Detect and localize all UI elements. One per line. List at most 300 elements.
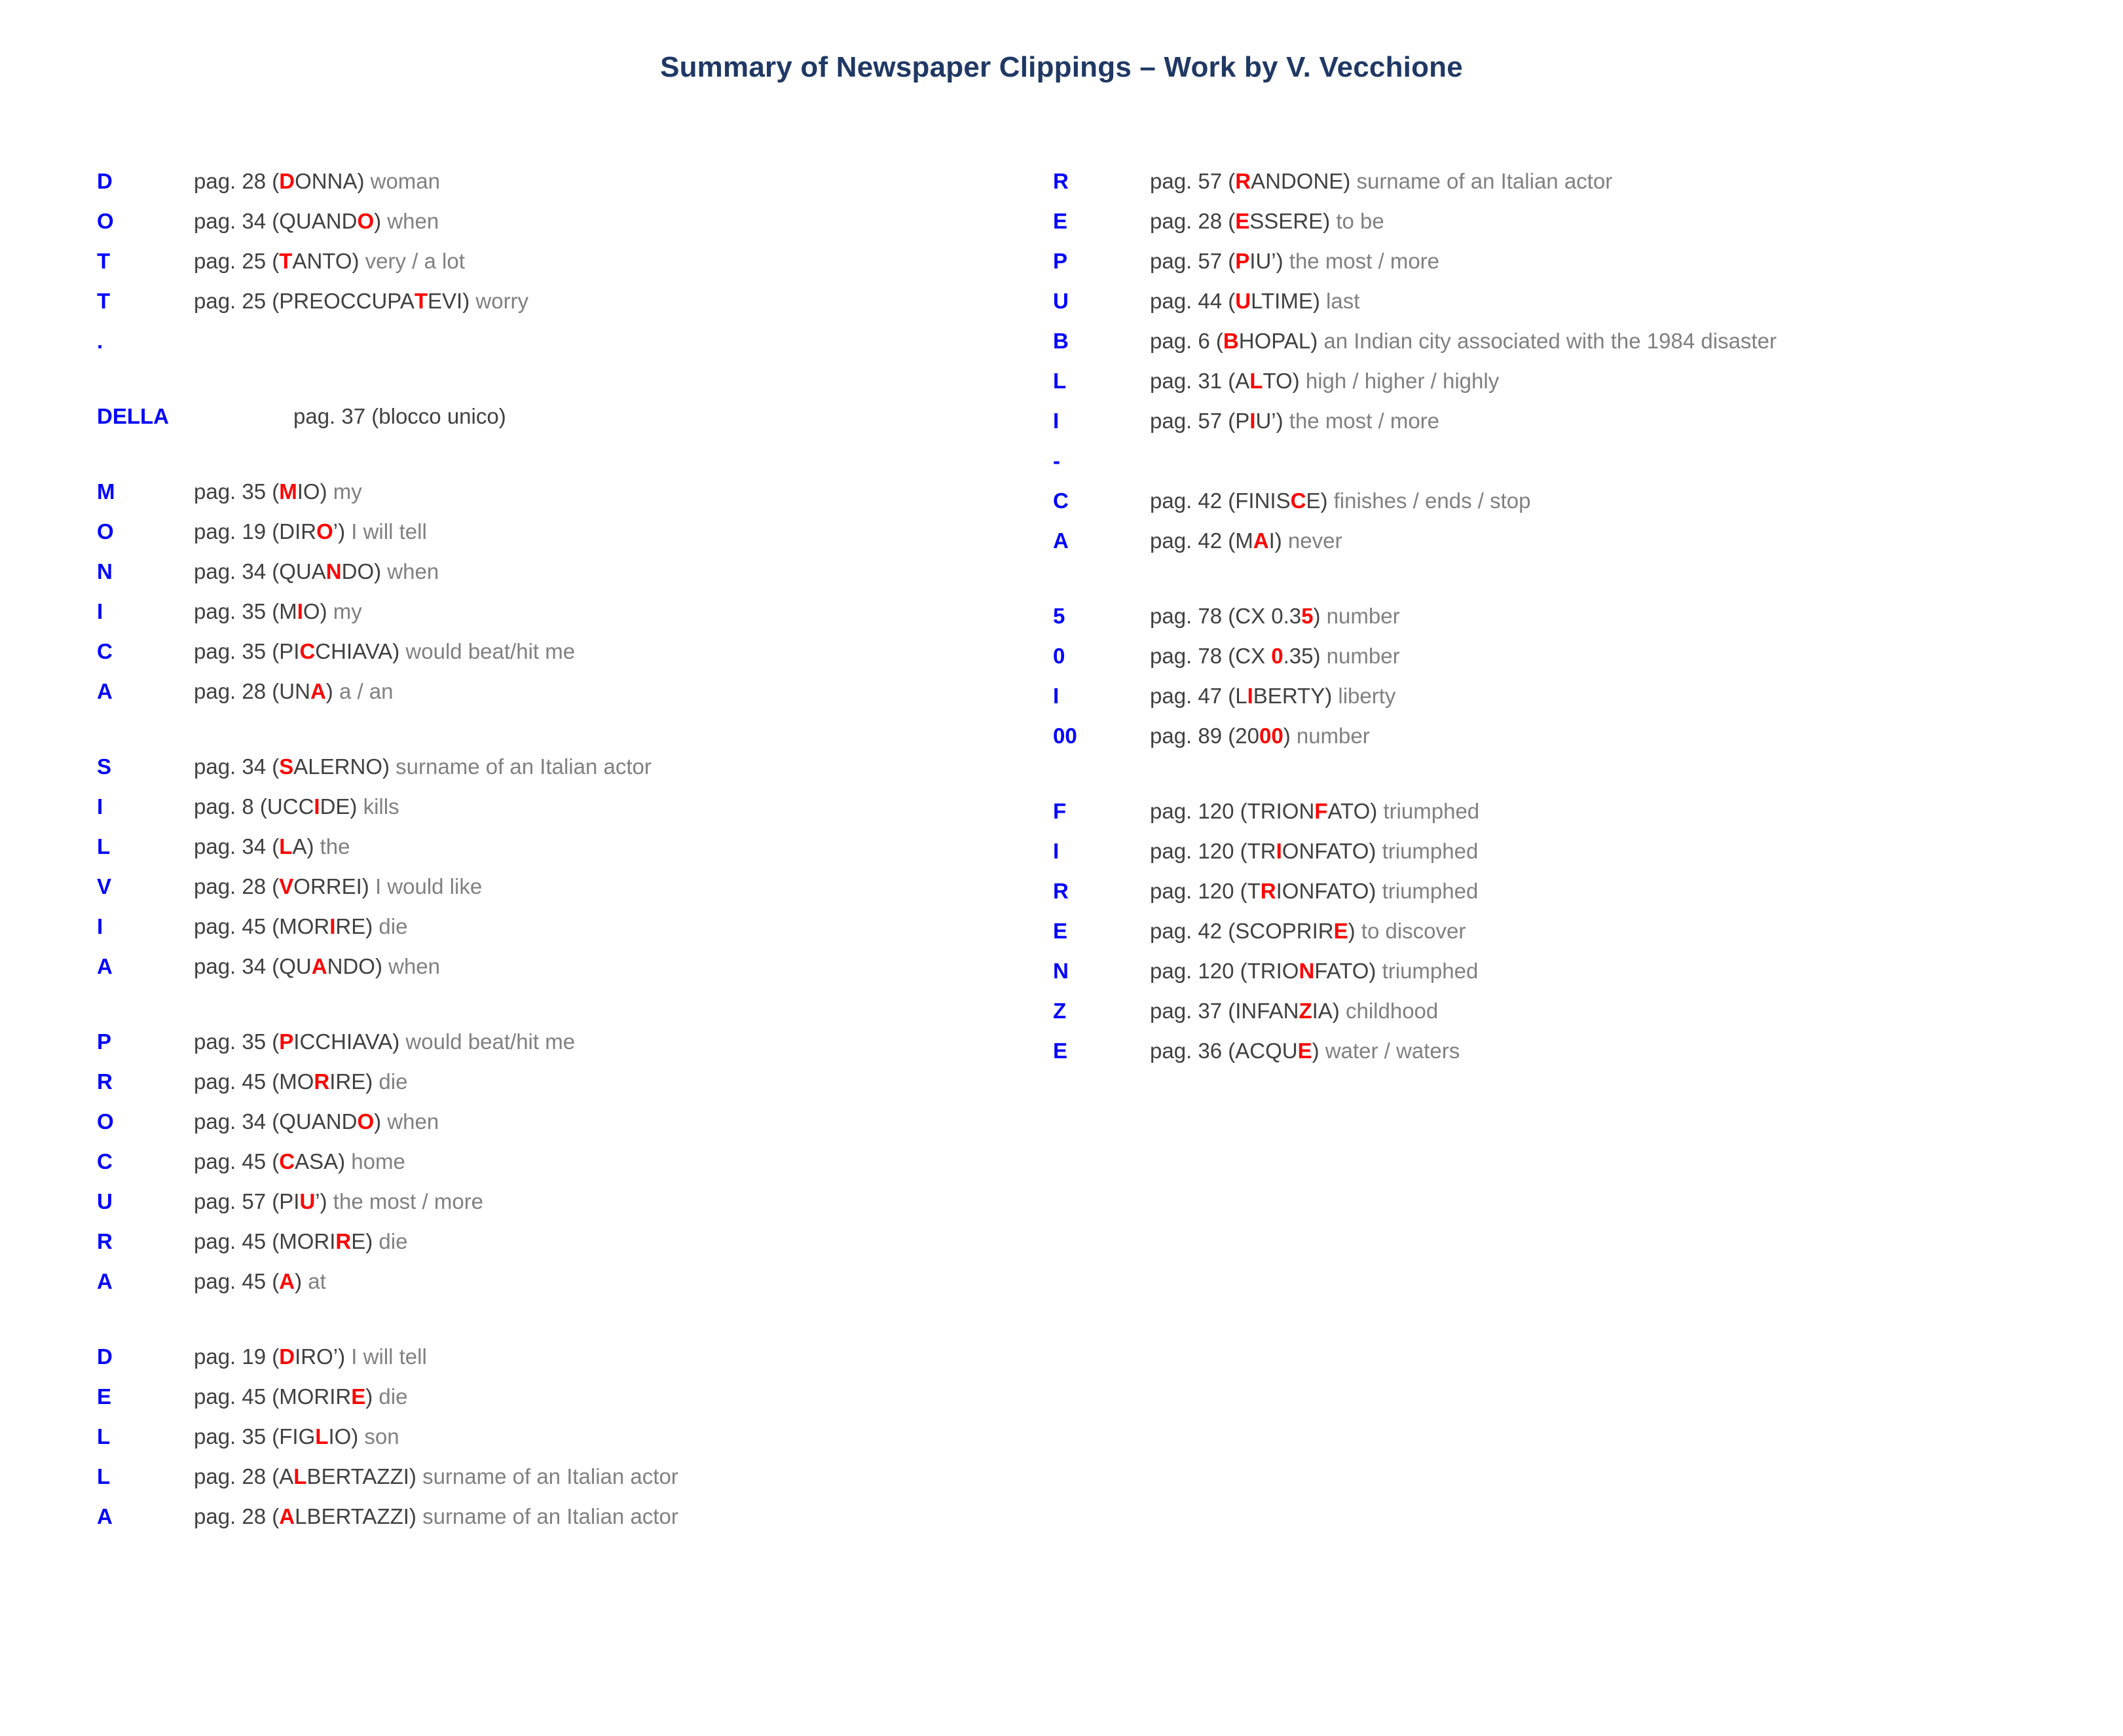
entry-text — [194, 1022, 575, 1062]
entry-letter: C — [1053, 489, 1069, 513]
entry-highlight-letter: C — [299, 639, 316, 663]
entry-reference-tail: EVI) — [428, 289, 470, 313]
entry-letter: T — [97, 249, 111, 273]
entry-gloss: would beat/hit me — [399, 1029, 576, 1054]
entry-letter: Z — [1053, 999, 1067, 1023]
entry-reference: pag. 44 ( — [1150, 289, 1236, 313]
entry-text — [194, 1181, 483, 1221]
entry-text — [194, 471, 362, 511]
entry-highlight-letter: I — [329, 914, 336, 938]
entry-highlight-letter: E — [351, 1384, 366, 1409]
entry-text — [194, 1141, 405, 1181]
entry-row — [1053, 201, 2081, 241]
entry-reference-tail: IONFATO) — [1276, 879, 1376, 903]
entry-row — [1053, 161, 2081, 201]
entry-row — [97, 1022, 1033, 1062]
entry-reference-tail: IO) — [297, 479, 327, 504]
entry-text — [194, 1101, 439, 1141]
entry-text — [194, 551, 439, 591]
entry-highlight-letter: N — [325, 559, 342, 583]
page-title: Summary of Newspaper Clippings – Work by V. Vecchione — [660, 51, 1463, 83]
entry-reference: pag. 35 (M — [194, 599, 297, 623]
entry-reference: pag. 34 ( — [194, 754, 280, 779]
entry-highlight-letter: P — [1235, 249, 1250, 273]
entry-row — [1053, 481, 2081, 521]
entry-row — [1053, 441, 2081, 481]
entry-highlight-letter: V — [279, 874, 294, 898]
entry-letter: C — [97, 1149, 113, 1173]
entry-row — [97, 1456, 1033, 1496]
entry-highlight-letter: I — [1247, 684, 1253, 708]
entry-reference-tail: I) — [1268, 528, 1282, 553]
entry-text — [1150, 481, 1530, 521]
entry-group — [1053, 161, 2081, 561]
entry-highlight-letter: A — [311, 954, 327, 978]
entry-gloss: die — [373, 1229, 408, 1253]
entry-reference: pag. 78 (CX 0.3 — [1150, 604, 1302, 628]
entry-highlight-letter: A — [279, 1504, 295, 1528]
entry-row — [1053, 951, 2081, 991]
entry-letter: - — [1053, 449, 1060, 473]
entry-letter: DELLA — [97, 404, 169, 428]
entry-text — [194, 826, 350, 866]
entry-letter: M — [97, 479, 115, 504]
entry-reference: pag. 25 (PREOCCUPA — [194, 289, 415, 313]
entry-row — [97, 826, 1033, 866]
entry-gloss: the — [314, 834, 350, 859]
entry-reference-tail: IRO’) — [295, 1344, 346, 1369]
entry-gloss: kills — [357, 794, 399, 819]
entry-row — [97, 631, 1033, 671]
entry-reference-tail: ) — [1312, 1039, 1320, 1063]
entry-highlight-letter: T — [414, 289, 428, 313]
entry-row — [97, 786, 1033, 826]
entry-reference-tail: ONFATO) — [1282, 839, 1376, 863]
entry-highlight-letter: I — [1276, 839, 1282, 863]
entry-reference: pag. 19 (DIR — [194, 519, 317, 544]
entry-highlight-letter: D — [279, 1344, 295, 1369]
entry-gloss: number — [1320, 604, 1400, 628]
entry-letter: N — [97, 559, 113, 583]
entry-group — [97, 747, 1033, 986]
entry-reference: pag. 34 ( — [194, 834, 280, 859]
entry-reference-tail: ) — [1348, 919, 1356, 943]
entry-reference: pag. 47 (L — [1150, 684, 1247, 708]
entry-reference: pag. 42 (FINIS — [1150, 489, 1291, 513]
entry-gloss: surname of an Italian actor — [389, 754, 652, 779]
entry-gloss: high / higher / highly — [1299, 369, 1500, 393]
entry-row — [97, 511, 1033, 551]
entry-reference-tail: HOPAL) — [1238, 329, 1318, 353]
entry-row — [1053, 596, 2081, 636]
entry-highlight-letter: E — [1297, 1039, 1312, 1063]
entry-reference-tail: ORREI) — [293, 874, 369, 898]
entry-reference: pag. 37 (INFAN — [1150, 999, 1299, 1023]
entry-row — [97, 201, 1033, 241]
entry-letter: C — [97, 639, 113, 663]
entry-gloss: would beat/hit me — [399, 639, 576, 663]
entry-letter: L — [1053, 369, 1067, 393]
entry-highlight-letter: L — [279, 834, 293, 859]
entry-text — [194, 1062, 407, 1101]
entry-reference: pag. 45 (MOR — [194, 914, 330, 938]
entry-gloss: when — [382, 954, 440, 978]
entry-reference: pag. 8 (UCC — [194, 794, 314, 819]
entry-text — [1150, 871, 1478, 911]
entry-gloss: woman — [364, 169, 441, 193]
entry-reference-tail: LBERTAZZI) — [295, 1504, 416, 1528]
right-column — [1033, 161, 2081, 1071]
entry-group — [97, 161, 1033, 361]
entry-letter: P — [97, 1029, 112, 1054]
entry-highlight-letter: Z — [1299, 999, 1312, 1023]
entry-reference-tail: ONNA) — [295, 169, 365, 193]
entry-reference-tail: BERTAZZI) — [306, 1464, 416, 1488]
entry-reference-tail: ASA) — [295, 1149, 346, 1173]
entry-text — [194, 631, 575, 671]
entry-reference: pag. 120 (TR — [1150, 839, 1276, 863]
entry-letter: R — [97, 1229, 113, 1253]
entry-reference: pag. 35 (PI — [194, 639, 300, 663]
entry-highlight-letter: O — [357, 1109, 375, 1134]
entry-row — [1053, 911, 2081, 951]
entry-letter: I — [97, 914, 103, 938]
entry-letter: S — [97, 754, 112, 779]
entry-row — [97, 747, 1033, 786]
entry-highlight-letter: E — [1235, 209, 1250, 233]
entry-reference-tail: IO) — [328, 1424, 359, 1449]
entry-letter: A — [97, 1504, 113, 1528]
entry-highlight-letter: T — [279, 249, 293, 273]
entry-row — [97, 161, 1033, 201]
entry-gloss: when — [381, 559, 439, 583]
entry-gloss: I will tell — [345, 519, 427, 544]
entry-gloss: a / an — [333, 679, 394, 703]
entry-text — [1150, 161, 1612, 201]
entry-highlight-letter: L — [315, 1424, 329, 1449]
entry-reference: pag. 89 (20 — [1150, 724, 1259, 748]
entry-text — [194, 906, 407, 946]
entry-text — [194, 1337, 427, 1376]
entry-row — [97, 1261, 1033, 1301]
entry-reference-tail: NDO) — [327, 954, 382, 978]
entry-gloss: childhood — [1339, 999, 1439, 1023]
entry-row — [97, 471, 1033, 511]
entry-gloss: to be — [1330, 209, 1384, 233]
entry-text — [194, 946, 440, 986]
entry-letter: V — [97, 874, 112, 898]
entry-row — [97, 1221, 1033, 1261]
entry-gloss: never — [1282, 528, 1342, 553]
entry-letter: R — [1053, 879, 1069, 903]
entry-letter: I — [1053, 409, 1060, 433]
entry-letter: A — [97, 1269, 113, 1293]
entry-text — [293, 396, 506, 436]
entry-row — [97, 906, 1033, 946]
entry-reference: pag. 28 ( — [1150, 209, 1236, 233]
entry-reference: pag. 57 ( — [1150, 249, 1236, 273]
entry-row — [1053, 636, 2081, 676]
entry-letter: 5 — [1053, 604, 1065, 628]
entry-reference-tail: ICCHIAVA) — [293, 1029, 400, 1054]
entry-row — [97, 241, 1033, 281]
entry-reference-tail: ) — [1313, 604, 1321, 628]
entry-letter: O — [97, 519, 114, 544]
entry-letter: D — [97, 169, 113, 193]
entry-text — [194, 201, 439, 241]
entry-row — [1053, 831, 2081, 871]
entry-letter: A — [97, 954, 113, 978]
entry-text — [194, 671, 394, 711]
entry-reference: pag. 45 ( — [194, 1269, 280, 1293]
entry-gloss: water / waters — [1319, 1039, 1460, 1063]
entry-highlight-letter: U — [299, 1189, 316, 1213]
entry-row — [1053, 871, 2081, 911]
entry-reference: pag. 120 (TRION — [1150, 799, 1315, 823]
entry-letter: E — [97, 1384, 112, 1409]
entry-row — [97, 591, 1033, 631]
entry-reference-tail: E) — [1306, 489, 1328, 513]
entry-text — [1150, 991, 1438, 1031]
entry-text — [194, 1416, 399, 1456]
entry-reference-tail: ) — [374, 209, 388, 233]
entry-text — [1150, 791, 1479, 831]
entry-highlight-letter: I — [1249, 409, 1256, 433]
entry-letter: R — [97, 1069, 113, 1094]
entry-gloss: I would like — [369, 874, 483, 898]
entry-reference-tail: IRE) — [329, 1069, 373, 1094]
entry-highlight-letter: M — [279, 479, 297, 504]
entry-reference-tail: ANDONE) — [1251, 169, 1351, 193]
entry-letter: A — [1053, 528, 1069, 553]
entry-letter: L — [97, 1424, 111, 1449]
entry-letter: D — [97, 1344, 113, 1369]
entry-reference: pag. 42 (SCOPRIR — [1150, 919, 1334, 943]
entry-group — [97, 1337, 1033, 1536]
entry-text — [1150, 1031, 1460, 1071]
entry-gloss: an Indian city associated with the 1984 disaster — [1318, 329, 1777, 353]
entry-gloss: liberty — [1332, 684, 1396, 708]
entry-reference-tail: DO) — [341, 559, 382, 583]
entry-row — [97, 1337, 1033, 1376]
entry-reference-tail: SSERE) — [1249, 209, 1331, 233]
entry-gloss: the most / more — [1283, 249, 1440, 273]
entry-reference-tail: E) — [351, 1229, 373, 1253]
entry-reference: pag. 78 (CX — [1150, 644, 1272, 668]
entry-highlight-letter: D — [279, 169, 295, 193]
entry-row — [97, 1416, 1033, 1456]
entry-row — [97, 551, 1033, 591]
entry-gloss: triumphed — [1377, 799, 1480, 823]
entry-gloss: the most / more — [1283, 409, 1440, 433]
entry-row — [97, 396, 1033, 436]
entry-text — [1150, 201, 1384, 241]
entry-gloss: number — [1290, 724, 1370, 748]
entry-group — [1053, 791, 2081, 1071]
entry-gloss: last — [1320, 289, 1360, 313]
entry-text — [1150, 676, 1395, 716]
entry-highlight-letter: C — [279, 1149, 295, 1173]
entry-highlight-letter: S — [279, 754, 294, 779]
entry-gloss: at — [302, 1269, 326, 1293]
entry-letter: U — [97, 1189, 113, 1213]
entry-text — [1150, 831, 1478, 871]
entry-gloss: worry — [470, 289, 529, 313]
entry-gloss: surname of an Italian actor — [416, 1464, 678, 1488]
entry-highlight-letter: 0 — [1271, 644, 1283, 668]
entry-reference-tail: ) — [325, 679, 333, 703]
entry-reference: pag. 28 ( — [194, 874, 280, 898]
entry-reference: pag. 35 (FIG — [194, 1424, 316, 1449]
entry-reference-tail: ) — [374, 1109, 382, 1134]
entry-highlight-letter: A — [1253, 528, 1269, 553]
entry-text — [1150, 321, 1777, 361]
entry-reference-tail: BERTY) — [1253, 684, 1333, 708]
entry-reference: pag. 28 ( — [194, 169, 280, 193]
entry-row — [1053, 1031, 2081, 1071]
entry-letter: E — [1053, 919, 1068, 943]
entry-reference: pag. 25 ( — [194, 249, 280, 273]
entry-gloss: my — [327, 479, 362, 504]
entry-reference: pag. 37 (blocco unico) — [293, 404, 506, 428]
entry-letter: E — [1053, 209, 1068, 233]
entry-gloss: to discover — [1355, 919, 1466, 943]
entry-letter: I — [97, 794, 103, 819]
entry-reference: pag. 35 ( — [194, 479, 280, 504]
entry-gloss: triumphed — [1376, 879, 1479, 903]
entry-highlight-letter: 5 — [1301, 604, 1314, 628]
left-column — [97, 161, 1033, 1536]
entry-row — [97, 1376, 1033, 1416]
entry-reference: pag. 28 (UN — [194, 679, 310, 703]
entry-highlight-letter: 00 — [1259, 724, 1283, 748]
entry-gloss: when — [381, 1109, 439, 1134]
entry-highlight-letter: R — [335, 1229, 352, 1253]
entry-letter: L — [97, 1464, 111, 1488]
entry-reference: pag. 34 (QUA — [194, 559, 326, 583]
entry-gloss: I will tell — [345, 1344, 427, 1369]
entry-reference-tail: ) — [365, 1384, 373, 1409]
entry-highlight-letter: I — [314, 794, 320, 819]
entry-highlight-letter: N — [1299, 959, 1315, 983]
entry-gloss: very / a lot — [359, 249, 465, 273]
entry-reference-tail: DE) — [320, 794, 358, 819]
entry-reference: pag. 120 (TRIO — [1150, 959, 1299, 983]
entry-group — [97, 471, 1033, 711]
entry-text — [194, 1376, 407, 1416]
entry-letter: T — [97, 289, 111, 313]
entry-reference: pag. 28 ( — [194, 1504, 280, 1528]
entry-text — [1150, 716, 1370, 756]
entry-letter: L — [97, 834, 111, 859]
entry-reference-tail: O) — [303, 599, 327, 623]
entry-gloss: my — [327, 599, 362, 623]
entry-reference: pag. 120 (T — [1150, 879, 1261, 903]
entry-reference: pag. 45 (MORIR — [194, 1384, 352, 1409]
entry-reference-tail: IU’) — [1249, 249, 1283, 273]
entry-row — [97, 946, 1033, 986]
entry-reference: pag. 45 (MO — [194, 1069, 314, 1094]
entry-letter: 0 — [1053, 644, 1065, 668]
entry-text — [1150, 636, 1400, 676]
entry-gloss: when — [387, 209, 439, 233]
entry-reference: pag. 36 (ACQU — [1150, 1039, 1298, 1063]
entry-gloss: die — [373, 1384, 408, 1409]
entry-gloss: die — [373, 914, 408, 938]
entry-text — [194, 1261, 326, 1301]
entry-gloss: triumphed — [1376, 959, 1479, 983]
entry-text — [1150, 951, 1478, 991]
entry-row — [1053, 521, 2081, 561]
entry-reference-tail: TO) — [1263, 369, 1300, 393]
entry-letter: A — [97, 679, 113, 703]
entry-highlight-letter: R — [1235, 169, 1251, 193]
entry-reference-tail: IA) — [1312, 999, 1340, 1023]
entry-reference: pag. 35 ( — [194, 1029, 280, 1054]
entry-text — [1150, 281, 1359, 321]
entry-group — [97, 1022, 1033, 1301]
entry-reference-tail: RE) — [335, 914, 373, 938]
entry-text — [194, 786, 399, 826]
entry-highlight-letter: P — [279, 1029, 294, 1054]
entry-gloss: triumphed — [1376, 839, 1479, 863]
entry-text — [194, 591, 362, 631]
entry-reference: pag. 34 (QUAND — [194, 209, 358, 233]
entry-letter: O — [97, 209, 114, 233]
entry-reference-tail: U’) — [1255, 409, 1283, 433]
entry-reference: pag. 34 (QU — [194, 954, 312, 978]
entry-row — [97, 671, 1033, 711]
entry-letter: I — [1053, 684, 1060, 708]
entry-reference: pag. 19 ( — [194, 1344, 280, 1369]
entry-text — [194, 866, 482, 906]
entry-text — [194, 161, 440, 201]
entry-text — [194, 511, 427, 551]
entry-letter: . — [97, 329, 103, 353]
entry-row — [1053, 676, 2081, 716]
entry-text — [1150, 361, 1499, 401]
entry-row — [97, 1101, 1033, 1141]
entry-group — [97, 396, 1033, 436]
content-columns — [0, 161, 2123, 1536]
entry-row — [1053, 716, 2081, 756]
entry-reference: pag. 6 ( — [1150, 329, 1223, 353]
entry-text — [194, 1221, 407, 1261]
entry-reference-tail: A) — [292, 834, 314, 859]
entry-row — [1053, 401, 2081, 441]
entry-row — [97, 1181, 1033, 1221]
entry-row — [97, 1496, 1033, 1536]
entry-row — [1053, 791, 2081, 831]
entry-text — [1150, 241, 1439, 281]
entry-letter: O — [97, 1109, 114, 1134]
entry-letter: 00 — [1053, 724, 1077, 748]
entry-row — [97, 866, 1033, 906]
entry-reference-tail: ’) — [315, 1189, 327, 1213]
entry-row — [1053, 361, 2081, 401]
entry-row — [97, 1062, 1033, 1101]
entry-highlight-letter: O — [357, 209, 375, 233]
entry-text — [1150, 911, 1466, 951]
entry-letter: N — [1053, 959, 1069, 983]
entry-reference: pag. 45 ( — [194, 1149, 280, 1173]
entry-highlight-letter: E — [1333, 919, 1348, 943]
entry-letter: P — [1053, 249, 1068, 273]
entry-gloss: surname of an Italian actor — [416, 1504, 678, 1528]
entry-letter: E — [1053, 1039, 1068, 1063]
entry-reference-tail: ’) — [333, 519, 346, 544]
entry-row — [97, 321, 1033, 361]
